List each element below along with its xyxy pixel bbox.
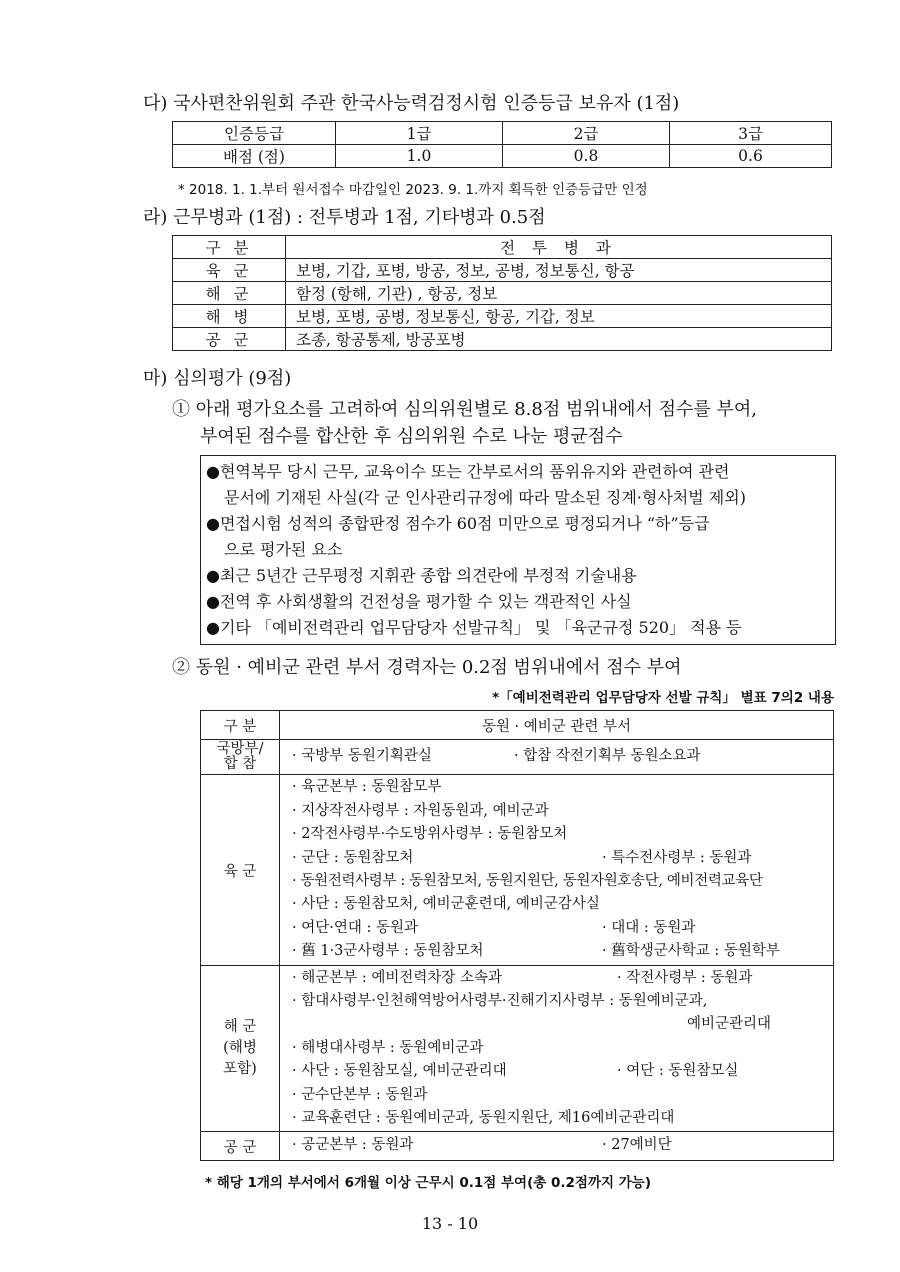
section-da-heading: 다) 국사편찬위원회 주관 한국사능력검정시험 인증등급 보유자 (1점) (143, 93, 680, 114)
page-number: 13 - 10 (421, 1214, 479, 1233)
table-row: 육 군 보병, 기갑, 포병, 방공, 정보, 공병, 정보통신, 항공 (173, 259, 832, 282)
table-row: 육 군 · 육군본부 : 동원참모부 · 지상작전사령부 : 자원동원과, 예비군과 · 2작전사령부·수도방위사령부 : 동원참모처 · 군단 : 동원참모처 · 특수전사령부 : 동원과 · 동원전력사령부 : 동원참모처, 동원지원단, 동원자원호송단, 예비전력교육단 · 사단 : 동원참모처, 예비군훈련대, 예비군감사실 · 여단·연대 : 동원과 · 대대 : 동원과 · 舊 1·3군사령부 : 동원참모처 · 舊학생군사학교 : 동원학부 (201, 775, 834, 966)
list-item: 으로 평가된 요소 (224, 540, 343, 559)
section-ra-heading: 라) 근무병과 (1점) : 전투병과 1점, 기타병과 0.5점 (143, 207, 546, 228)
mobilization-dept-table (200, 710, 834, 1161)
table-row: 국방부/ 합 참 · 국방부 동원기획관실 · 합참 작전기획부 동원소요과 (201, 740, 834, 775)
reference-note: *「예비전력관리 업무담당자 선발 규칙」 별표 7의2 내용 (492, 690, 834, 706)
table-row: 공 군 조종, 항공통제, 방공포병 (173, 328, 832, 351)
list-item: ●현역복무 당시 근무, 교육이수 또는 간부로서의 품위유지와 관련하여 관련 (206, 462, 730, 481)
table-row: 공 군 · 공군본부 : 동원과 · 27예비단 (201, 1132, 834, 1161)
list-item: ●면접시험 성적의 종합판정 점수가 60점 미만으로 평정되거나 “하”등급 (206, 514, 710, 533)
item1-line2: 부여된 점수를 합산한 후 심의위원 수로 나눈 평균점수 (200, 426, 623, 447)
table-row: 구 분 전 투 병 과 (173, 236, 832, 259)
list-item: ●기타 「예비전력관리 업무담당자 선발규칙」 및 「육군규정 520」 적용 등 (206, 618, 742, 637)
evaluation-factors-box (200, 455, 836, 645)
table-row: 구 분 동원 · 예비군 관련 부서 (201, 711, 834, 740)
list-item: ●전역 후 사회생활의 건전성을 평가할 수 있는 객관적인 사실 (206, 592, 632, 611)
list-item: ●최근 5년간 근무평정 지휘관 종합 의견란에 부정적 기술내용 (206, 566, 637, 585)
grade-period-note: * 2018. 1. 1.부터 원서접수 마감일인 2023. 9. 1.까지 획득한 인증등급만 인정 (178, 182, 648, 198)
branch-table (172, 235, 832, 351)
grade-score-table (172, 121, 832, 168)
table-row: 해 병 보병, 포병, 공병, 정보통신, 항공, 기갑, 정보 (173, 305, 832, 328)
section-ma-heading: 마) 심의평가 (9점) (143, 368, 292, 389)
item2-text: ② 동원 · 예비군 관련 부서 경력자는 0.2점 범위내에서 점수 부여 (172, 657, 682, 678)
list-item: 문서에 기재된 사실(각 군 인사관리규정에 따라 말소된 징계·형사처벌 제외) (224, 488, 746, 507)
table-row: 해 군 함정 (항해, 기관) , 항공, 정보 (173, 282, 832, 305)
table-row: 배점 (점) 1.0 0.8 0.6 (173, 145, 832, 168)
table-row: 해 군 (해병 포함) · 해군본부 : 예비전력차장 소속과 · 작전사령부 : 동원과 · 함대사령부·인천해역방어사령부·진해기지사령부 : 동원예비군과, 예비군관리대 · 해병대사령부 : 동원예비군과 · 사단 : 동원참모실, 예비군관리대 · 여단 : 동원참모실 · 군수단본부 : 동원과 · 교육훈련단 : 동원예비군과, 동원지원단, 제16예비군관리대 (201, 966, 834, 1132)
footnote: * 해당 1개의 부서에서 6개월 이상 근무시 0.1점 부여(총 0.2점까지 가능) (205, 1175, 651, 1191)
item1-line1: ① 아래 평가요소를 고려하여 심의위원별로 8.8점 범위내에서 점수를 부여, (172, 399, 757, 420)
table-row: 인증등급 1급 2급 3급 (173, 122, 832, 145)
